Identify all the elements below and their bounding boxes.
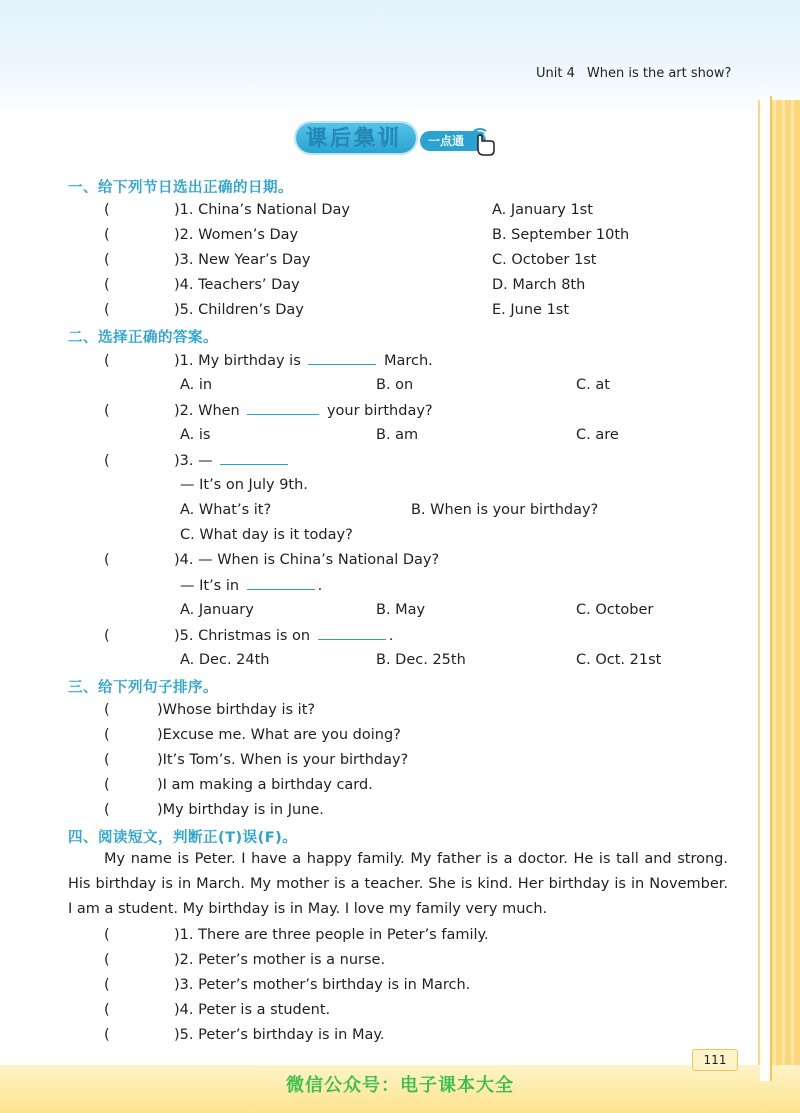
option-b: B. May bbox=[376, 602, 426, 618]
holiday-name: China’s National Day bbox=[198, 202, 350, 218]
item-number: )1. bbox=[174, 202, 194, 218]
statement-text: )1. There are three people in Peter’s family. bbox=[174, 927, 489, 943]
item-number: )3. bbox=[174, 252, 194, 268]
question-text: Christmas is on bbox=[198, 628, 311, 644]
answer-bracket[interactable]: ( bbox=[104, 277, 110, 293]
page-number: 111 bbox=[692, 1049, 738, 1071]
unit-header bbox=[536, 66, 731, 81]
item-number: )2. bbox=[174, 227, 194, 243]
answer-bracket[interactable]: ( bbox=[104, 453, 110, 469]
item-number: )4. bbox=[174, 277, 194, 293]
holiday-name: Children’s Day bbox=[198, 302, 304, 318]
section-1-title: 一、给下列节日选出正确的日期。 bbox=[68, 180, 293, 196]
unit-number: Unit 4 bbox=[536, 66, 575, 81]
tf-item-2 bbox=[104, 950, 385, 970]
answer-bracket[interactable]: ( bbox=[104, 1002, 110, 1018]
question-1 bbox=[104, 350, 433, 371]
statement-text: )2. Peter’s mother is a nurse. bbox=[174, 952, 386, 968]
question-text: — When is China’s National Day? bbox=[198, 552, 440, 568]
pointing-hand-icon bbox=[466, 125, 498, 157]
option-b: B. When is your birthday? bbox=[411, 502, 599, 518]
question-text: March. bbox=[383, 353, 433, 369]
top-band bbox=[0, 0, 800, 120]
question-4 bbox=[104, 550, 439, 570]
answer-bracket[interactable]: ( bbox=[104, 353, 110, 369]
banner-subtitle: 一点通 bbox=[420, 131, 486, 151]
option-a: A. is bbox=[180, 427, 211, 443]
item-number: )5. bbox=[174, 628, 194, 644]
answer-bracket[interactable]: ( bbox=[104, 802, 110, 818]
question-text: — bbox=[198, 453, 213, 469]
page-edge bbox=[760, 96, 770, 1081]
question-3 bbox=[104, 450, 291, 471]
match-item-1 bbox=[104, 200, 350, 220]
answer-bracket[interactable]: ( bbox=[104, 302, 110, 318]
unit-title: When is the art show? bbox=[586, 66, 732, 81]
question-text: — It’s in bbox=[180, 578, 240, 594]
answer-bracket[interactable]: ( bbox=[104, 777, 110, 793]
section-4-title: 四、阅读短文，判断正(T)误(F)。 bbox=[68, 830, 298, 846]
reading-passage: My name is Peter. I have a happy family. My father is a doctor. He is tall and strong. His birthday is in March. My mother is a teacher. She is kind. Her birthday is in November. I am a student. My birthday is in May. I love my family very much. bbox=[68, 851, 728, 917]
option-a: A. in bbox=[180, 377, 213, 393]
holiday-name: Teachers’ Day bbox=[198, 277, 300, 293]
fill-blank[interactable] bbox=[220, 450, 288, 465]
answer-bracket[interactable]: ( bbox=[104, 702, 110, 718]
statement-text: )3. Peter’s mother’s birthday is in March. bbox=[174, 977, 471, 993]
sentence-text: )My birthday is in June. bbox=[157, 802, 324, 818]
watermark-text: 微信公众号：电子课本大全 bbox=[286, 1075, 514, 1096]
option-c: C. October bbox=[576, 602, 654, 618]
question-text: your birthday? bbox=[326, 403, 433, 419]
option-a: A. What’s it? bbox=[180, 502, 272, 518]
question-2 bbox=[104, 400, 433, 421]
tf-item-1 bbox=[104, 925, 489, 945]
answer-bracket[interactable]: ( bbox=[104, 252, 110, 268]
match-item-4 bbox=[104, 275, 300, 295]
sentence-text: )Whose birthday is it? bbox=[157, 702, 316, 718]
order-item-1 bbox=[104, 700, 315, 720]
date-option-c: C. October 1st bbox=[492, 252, 597, 268]
tf-item-5 bbox=[104, 1025, 384, 1045]
answer-bracket[interactable]: ( bbox=[104, 628, 110, 644]
answer-bracket[interactable]: ( bbox=[104, 202, 110, 218]
answer-bracket[interactable]: ( bbox=[104, 927, 110, 943]
answer-bracket[interactable]: ( bbox=[104, 1027, 110, 1043]
match-item-3 bbox=[104, 250, 310, 270]
answer-bracket[interactable]: ( bbox=[104, 403, 110, 419]
item-number: )3. bbox=[174, 453, 194, 469]
section-2-title: 二、选择正确的答案。 bbox=[68, 330, 218, 346]
question-5 bbox=[104, 625, 393, 646]
question-text: . bbox=[388, 628, 394, 644]
fill-blank[interactable] bbox=[247, 575, 315, 590]
order-item-5 bbox=[104, 800, 324, 820]
fill-blank[interactable] bbox=[308, 350, 376, 365]
option-a: A. Dec. 24th bbox=[180, 652, 270, 668]
banner-title: 课后集训 bbox=[296, 123, 416, 153]
answer-bracket[interactable]: ( bbox=[104, 552, 110, 568]
answer-bracket[interactable]: ( bbox=[104, 952, 110, 968]
statement-text: )4. Peter is a student. bbox=[174, 1002, 331, 1018]
date-option-e: E. June 1st bbox=[492, 302, 570, 318]
holiday-name: Women’s Day bbox=[198, 227, 299, 243]
holiday-name: New Year’s Day bbox=[198, 252, 311, 268]
order-item-3 bbox=[104, 750, 408, 770]
order-item-4 bbox=[104, 775, 373, 795]
section-3-title: 三、给下列句子排序。 bbox=[68, 680, 218, 696]
option-c: C. Oct. 21st bbox=[576, 652, 662, 668]
tf-item-3 bbox=[104, 975, 470, 995]
fill-blank[interactable] bbox=[318, 625, 386, 640]
item-number: )2. bbox=[174, 403, 194, 419]
fill-blank[interactable] bbox=[247, 400, 319, 415]
dialogue-line bbox=[180, 575, 322, 596]
tf-item-4 bbox=[104, 1000, 330, 1020]
match-item-2 bbox=[104, 225, 298, 245]
question-text: . bbox=[317, 578, 323, 594]
option-a: A. January bbox=[180, 602, 254, 618]
option-c: C. What day is it today? bbox=[180, 527, 353, 543]
statement-text: )5. Peter’s birthday is in May. bbox=[174, 1027, 385, 1043]
answer-bracket[interactable]: ( bbox=[104, 727, 110, 743]
item-number: )1. bbox=[174, 353, 194, 369]
dialogue-line: — It’s on July 9th. bbox=[180, 477, 308, 493]
option-b: B. on bbox=[376, 377, 414, 393]
option-b: B. am bbox=[376, 427, 419, 443]
question-text: When bbox=[198, 403, 240, 419]
date-option-d: D. March 8th bbox=[492, 277, 586, 293]
order-item-2 bbox=[104, 725, 401, 745]
sentence-text: )Excuse me. What are you doing? bbox=[157, 727, 401, 743]
date-option-a: A. January 1st bbox=[492, 202, 593, 218]
answer-bracket[interactable]: ( bbox=[104, 752, 110, 768]
answer-bracket[interactable]: ( bbox=[104, 227, 110, 243]
sentence-text: )I am making a birthday card. bbox=[157, 777, 373, 793]
option-c: C. at bbox=[576, 377, 610, 393]
sentence-text: )It’s Tom’s. When is your birthday? bbox=[157, 752, 409, 768]
question-text: My birthday is bbox=[198, 353, 301, 369]
date-option-b: B. September 10th bbox=[492, 227, 630, 243]
match-item-5 bbox=[104, 300, 304, 320]
option-c: C. are bbox=[576, 427, 619, 443]
option-b: B. Dec. 25th bbox=[376, 652, 466, 668]
answer-bracket[interactable]: ( bbox=[104, 977, 110, 993]
item-number: )4. bbox=[174, 552, 194, 568]
item-number: )5. bbox=[174, 302, 194, 318]
section-banner bbox=[296, 121, 506, 157]
